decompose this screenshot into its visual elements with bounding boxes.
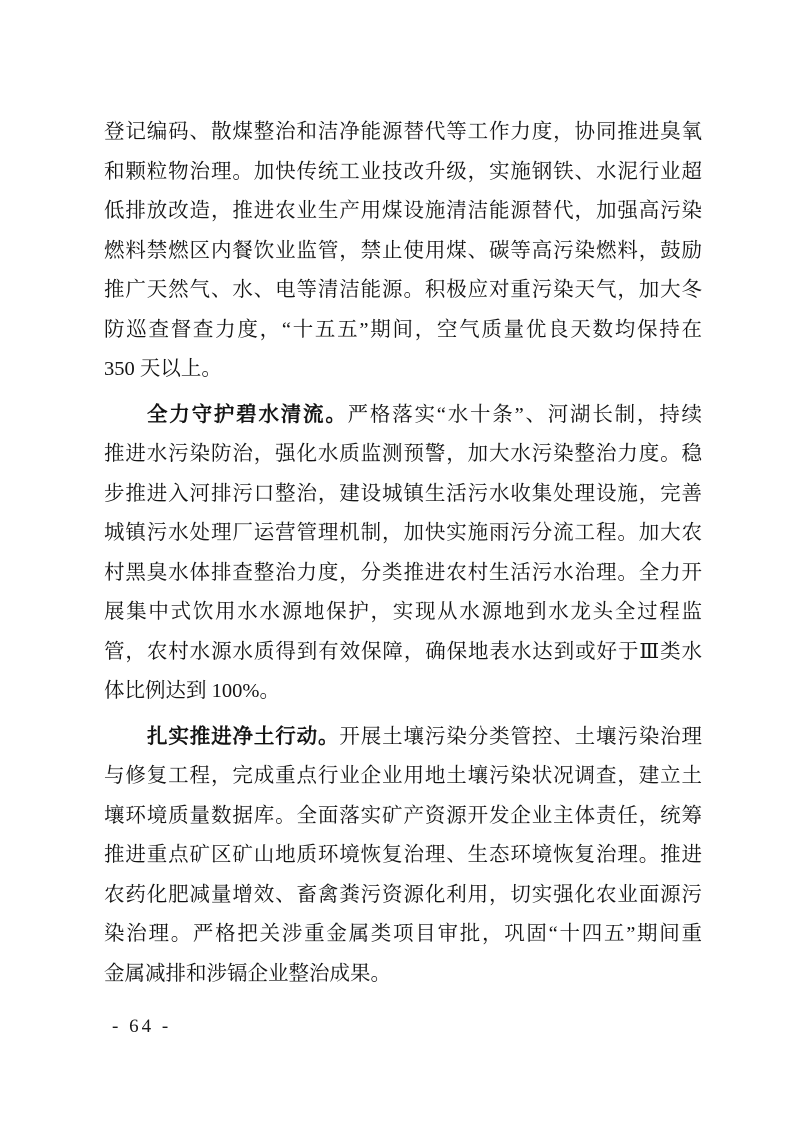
- body-line: 和颗粒物治理。加快传统工业技改升级，实施钢铁、水泥行业超: [104, 160, 702, 183]
- body-line: 推进重点矿区矿山地质环境恢复治理、生态环境恢复治理。推进: [104, 844, 702, 866]
- body-line: [104, 396, 702, 436]
- body-line: 村黑臭水体排查整治力度，分类推进农村生活污水治理。全力开: [104, 561, 702, 584]
- paragraph-soil-action: [104, 718, 702, 995]
- body-line: [104, 718, 702, 758]
- body-line: 低排放改造，推进农业生产用煤设施清洁能源替代，加强高污染: [104, 200, 702, 222]
- paragraph-air-pollution: [104, 113, 702, 390]
- body-line: 管，农村水源水质得到有效保障，确保地表水达到或好于Ⅲ类水: [104, 640, 702, 663]
- paragraph-water-protection: [104, 396, 702, 712]
- body-line: 展集中式饮用水水源地保护，实现从水源地到水龙头全过程监: [104, 601, 702, 623]
- body-line: 与修复工程，完成重点行业企业用地土壤污染状况调查，建立土: [104, 765, 702, 787]
- body-line: 金属减排和涉镉企业整治成果。: [104, 962, 391, 985]
- body-line: 壤环境质量数据库。全面落实矿产资源开发企业主体责任，统筹: [104, 804, 702, 827]
- body-text: 严格落实“水十条”、河湖长制，持续: [347, 403, 702, 426]
- page-number: - 64 -: [112, 1016, 172, 1037]
- body-line: 推进水污染防治，强化水质监测预警，加大水污染整治力度。稳: [104, 443, 702, 465]
- body-line: 农药化肥减量增效、畜禽粪污资源化利用，切实强化农业面源污: [104, 883, 702, 906]
- body-line: 燃料禁燃区内餐饮业监管，禁止使用煤、碳等高污染燃料，鼓励: [104, 239, 702, 262]
- body-text: 开展土壤污染分类管控、土壤污染治理: [339, 725, 702, 748]
- body-line: 体比例达到 100%。: [104, 680, 280, 702]
- body-line: 350 天以上。: [104, 358, 222, 380]
- body-line: 登记编码、散煤整治和洁净能源替代等工作力度，协同推进臭氧: [104, 121, 702, 143]
- document-body: [104, 113, 702, 994]
- paragraph-heading-soil: 扎实推进净土行动。: [147, 725, 340, 748]
- body-line: 步推进入河排污口整治，建设城镇生活污水收集处理设施，完善: [104, 482, 702, 505]
- body-line: 推广天然气、水、电等清洁能源。积极应对重污染天气，加大冬: [104, 279, 702, 301]
- body-line: 防巡查督查力度，“十五五”期间，空气质量优良天数均保持在: [104, 318, 702, 341]
- body-line: 城镇污水处理厂运营管理机制，加快实施雨污分流工程。加大农: [104, 522, 702, 544]
- body-line: 染治理。严格把关涉重金属类项目审批，巩固“十四五”期间重: [104, 923, 702, 945]
- paragraph-heading-water: 全力守护碧水清流。: [147, 403, 348, 426]
